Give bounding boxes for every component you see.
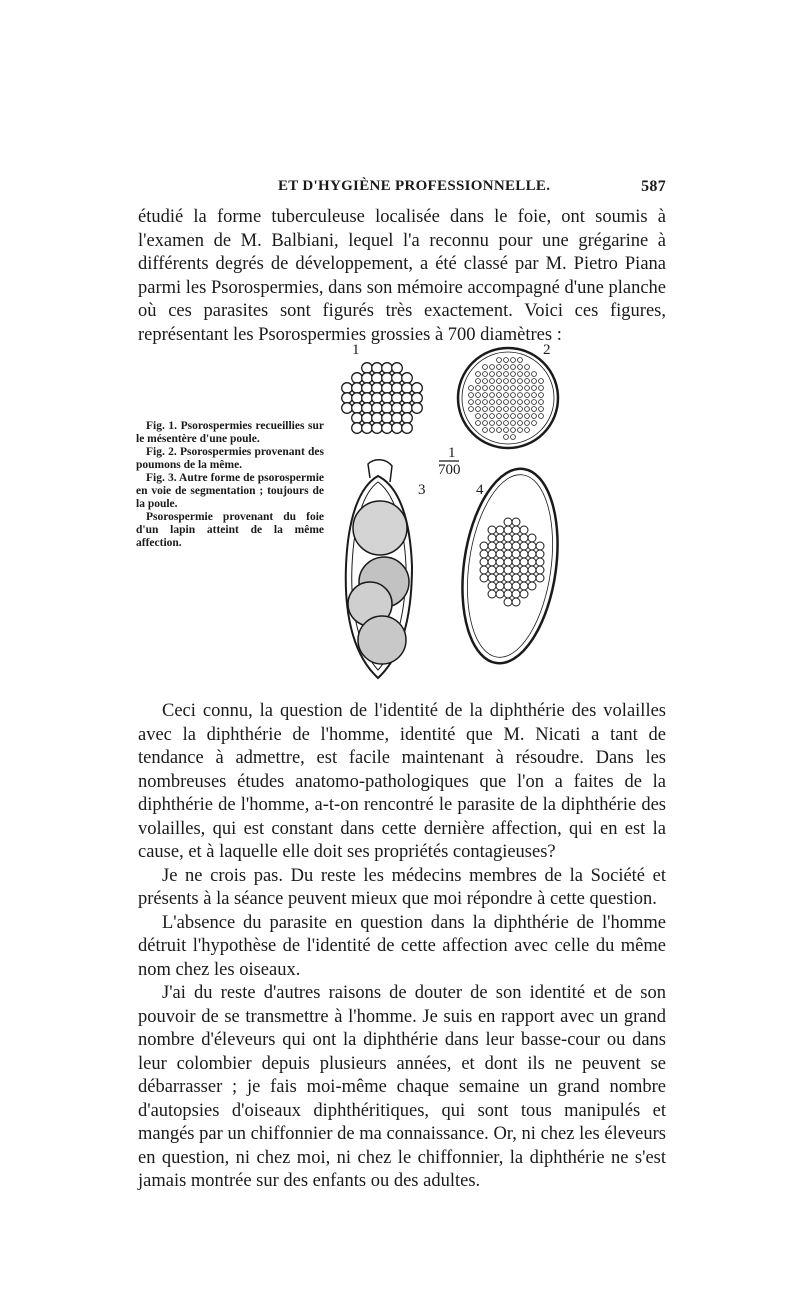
- figure-caption: [136, 420, 324, 550]
- psorospermie-disc-2: [458, 348, 558, 448]
- figure-label-1: 1: [352, 342, 360, 358]
- running-title: ET D'HYGIÈNE PROFESSIONNELLE.: [278, 178, 551, 194]
- caption-fig-3: Fig. 3. Autre forme de psorospermie en voie de segmentation ; toujours de la poule.: [136, 472, 324, 510]
- figure-label-4: 4: [476, 482, 484, 498]
- page-number: 587: [641, 178, 666, 195]
- scale-numerator: 1: [448, 445, 456, 461]
- paragraph-4: J'ai du reste d'autres raisons de douter de son identité et de son pouvoir de se transmettre à l'homme. Je suis en rapport avec un grand nombre d'éleveurs qui ont la diphthérie dans leur basse-cour ou dans leur colombier depuis plusieurs années, et dont ils ne peuvent se débarrasser ; je fais moi-même chaque semaine un grand nombre d'autopsies d'oiseaux diphthéritiques, qui sont tous manipulés et mangés par un chiffonnier de ma connaissance. Or, ni chez les éleveurs en question, ni chez moi, ni chez le chiffonnier, la diphthérie ne s'est jamais montrée sur des enfants ou des adultes.: [138, 983, 666, 1191]
- figure-label-2: 2: [543, 342, 551, 358]
- running-head: [138, 178, 666, 204]
- paragraph-2: Je ne crois pas. Du reste les médecins membres de la Société et présents à la séance peuvent mieux que moi répondre à cette question.: [138, 865, 666, 909]
- scale-denominator: 700: [438, 462, 461, 478]
- paragraph-3: L'absence du parasite en question dans la diphthérie de l'homme détruit l'hypothèse de l'identité de cette affection avec celle du même nom chez les oiseaux.: [138, 912, 666, 980]
- figure-label-3: 3: [418, 482, 426, 498]
- caption-fig-2: Fig. 2. Psorospermies provenant des poumons de la même.: [136, 446, 324, 471]
- caption-fig-4: Psorospermie provenant du foie d'un lapin atteint de la même affection.: [136, 511, 324, 549]
- figure-illustration: [330, 336, 570, 692]
- psorospermie-cluster-1: [342, 363, 423, 434]
- paragraph-1: Ceci connu, la question de l'identité de la diphthérie des volailles avec la diphthérie de l'homme, identité que M. Nicati a tant de tendance à admettre, est facile maintenant à résoudre. Dans les nombreuses études anatomo-pathologiques que l'on a faites de la diphthérie de l'homme, a-t-on rencontré le parasite de la diphthérie des volailles, qui est constant dans cette dernière affection, qui en est la cause, et à laquelle elle doit ses propriétés contagieuses?: [138, 701, 666, 862]
- main-text: [138, 700, 666, 1194]
- intro-paragraph: [138, 206, 666, 347]
- psorospermie-segmenting-3: [346, 460, 412, 678]
- psorospermie-figure: [330, 336, 570, 692]
- psorospermie-oval-4: [451, 463, 569, 670]
- intro-text: étudié la forme tuberculeuse localisée dans le foie, ont soumis à l'examen de M. Balbiani, lequel l'a reconnu pour une grégarine à différents degrés de développement, a été classé par M. Pietro Piana parmi les Psorospermies, dans son mémoire accompagné d'une planche où ces parasites sont figurés très exactement. Voici ces figures, représentant les Psorospermies grossies à 700 diamètres :: [138, 207, 666, 345]
- caption-fig-1: Fig. 1. Psorospermies recueillies sur le mésentère d'une poule.: [136, 420, 324, 445]
